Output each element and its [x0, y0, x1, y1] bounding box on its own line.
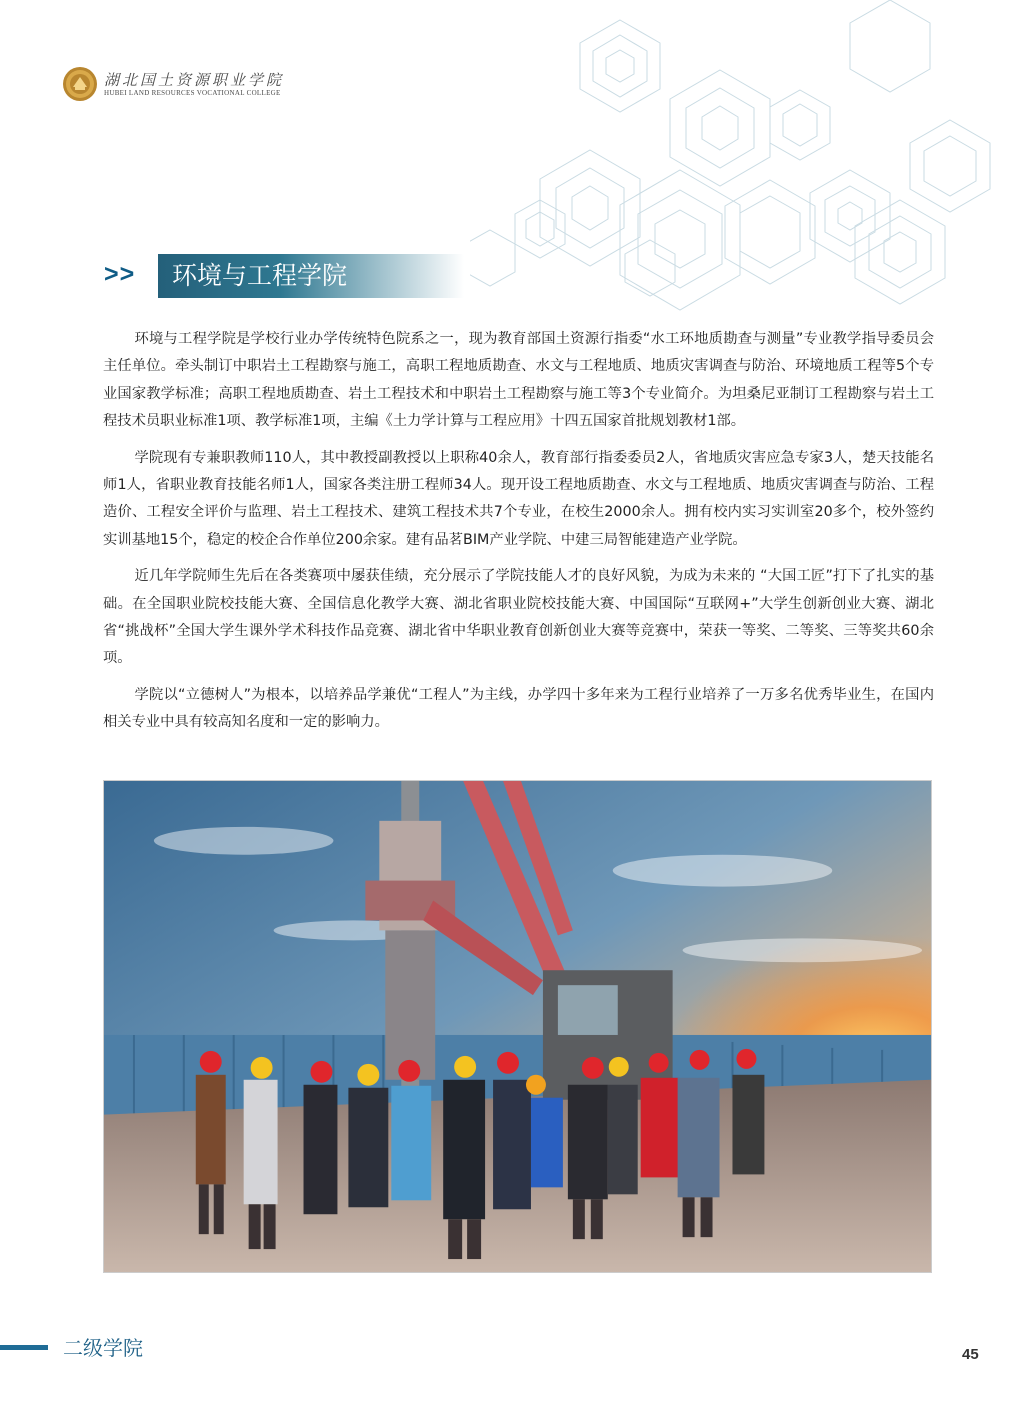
paragraph-2: 学院现有专兼职教师110人，其中教授副教授以上职称40余人，教育部行指委委员2人，省地质灾害应急专家3人，楚天技能名师1人，省职业教育技能名师1人，国家各类注册工程师34人。现开设工程地质勘查、水文与工程地质、地质灾害调查与防治、工程造价、工程安全评价与监理、岩土工程技术、建筑工程技术共7个专业，在校生2000余人。拥有校内实习实训室20多个，校外签约实训基地15个，稳定的校企合作单位200余家。建有品茗BIM产业学院、中建三局智能建造产业学院。	[103, 449, 934, 548]
drilling-rig-scene-image	[104, 781, 931, 1272]
footer-section-label: 二级学院	[63, 1336, 143, 1360]
college-logo	[62, 66, 284, 102]
body-text	[103, 326, 934, 746]
site-visit-photo	[103, 780, 932, 1273]
college-name-cn: 湖北国土资源职业学院	[104, 70, 285, 89]
paragraph-4: 学院以“立德树人”为根本，以培养品学兼优“工程人”为主线，办学四十多年来为工程行业培养了一万多名优秀毕业生，在国内相关专业中具有较高知名度和一定的影响力。	[103, 686, 934, 731]
college-name-en: HUBEI LAND RESOURCES VOCATIONAL COLLEGE	[104, 88, 281, 97]
section-title: 环境与工程学院	[158, 254, 464, 298]
footer-accent-bar	[0, 1345, 48, 1350]
paragraph-3: 近几年学院师生先后在各类赛项中屡获佳绩，充分展示了学院技能人才的良好风貌，为成为未来的 “大国工匠”打下了扎实的基础。在全国职业院校技能大赛、全国信息化教学大赛、湖北省职业院校技能大赛、中国国际“互联网+”大学生创新创业大赛、湖北省“挑战杯”全国大学生课外学术科技作品竞赛、湖北省中华职业教育创新创业大赛等竞赛中，荣获一等奖、二等奖、三等奖共60余项。	[103, 568, 934, 667]
college-seal-icon	[62, 66, 98, 102]
page-number: 45	[962, 1346, 979, 1363]
hexagon-pattern	[470, 0, 1024, 330]
paragraph-1: 环境与工程学院是学校行业办学传统特色院系之一，现为教育部国土资源行指委“水工环地质勘查与测量”专业教学指导委员会主任单位。牵头制订中职岩土工程勘察与施工，高职工程地质勘查、水文与工程地质、地质灾害调查与防治、环境地质工程等5个专业国家教学标准；高职工程地质勘查、岩土工程技术和中职岩土工程勘察与施工等3个专业简介。为坦桑尼亚制订工程勘察与岩土工程技术员职业标准1项、教学标准1项，主编《土力学计算与工程应用》十四五国家首批规划教材1部。	[103, 331, 934, 430]
section-marker: >>	[104, 260, 136, 288]
